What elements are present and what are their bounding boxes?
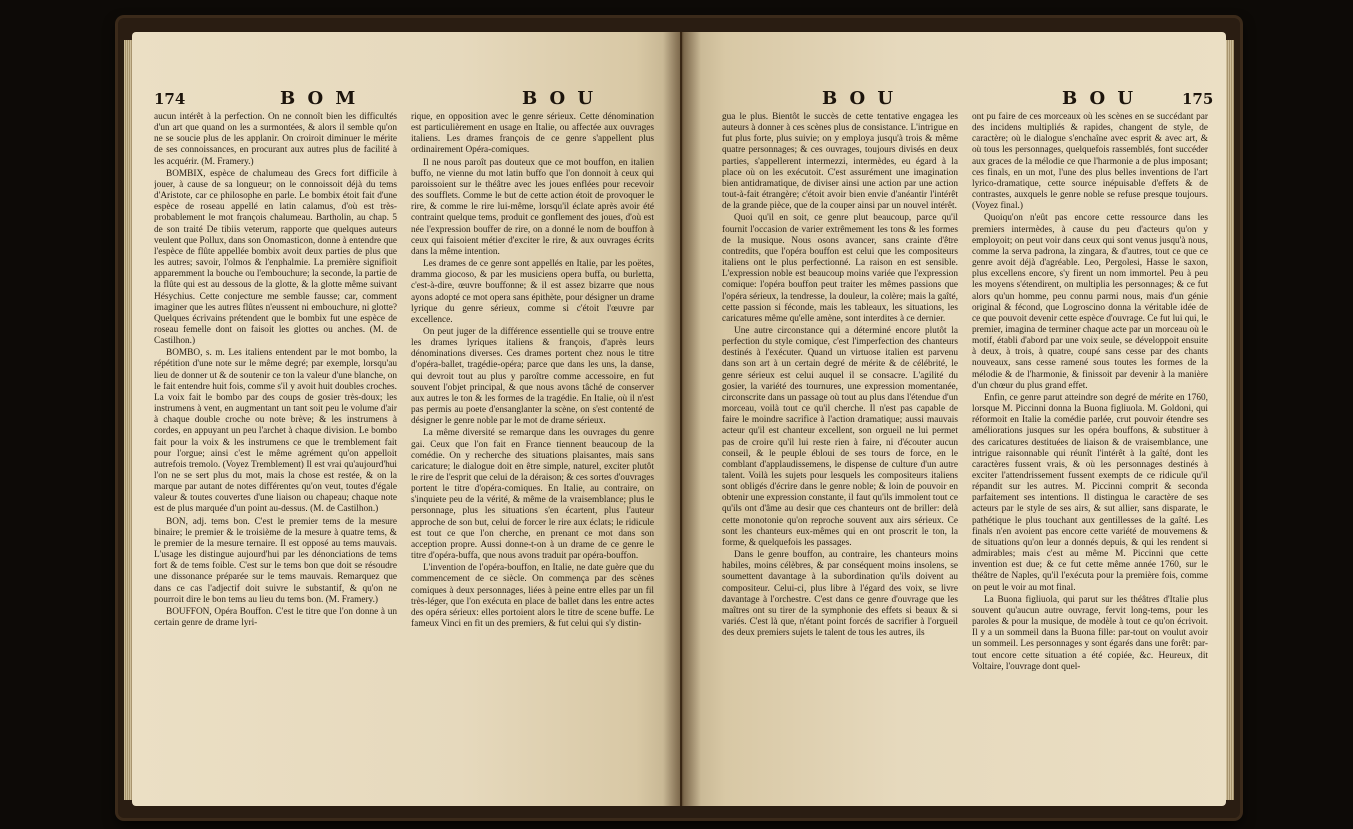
paragraph: La Buona figliuola, qui parut sur les théâtres d'Italie plus souvent qu'aucun autre ouvrage, fervit long-tems, pour les paroles & pour la musique, de modèle à tout ce qu'on écrivoit. Il y a un sommeil dans la Buona fille: par-tout on voulut avoir un sommeil. Les personnages y sont égarés dans une forêt: par-tout encore cette situation a été copiée, &c. Heureux, dit Voltaire, l'ouvrage dont quel-: [972, 594, 1208, 672]
paragraph: aucun intérêt à la perfection. On ne connoît bien les difficultés d'un art que quand on les a surmontées, & alors il semble qu'on ne se soucie plus de les applanir. On croiroit diminuer le mérite de ses connoissances, en procurant aux autres plus de facilité à les acquérir. (M. Framery.): [154, 112, 397, 167]
left-page-header: [132, 88, 680, 110]
running-head: B O U: [522, 88, 597, 109]
left-page-column-1: [154, 112, 397, 776]
paragraph: Quoi qu'il en soit, ce genre plut beaucoup, parce qu'il fournit l'occasion de varier extrêmement les tons & les formes de la musique. Nous osons avancer, sans crainte d'être contredits, que l'opéra bouffon est celui que les compositeurs italiens ont le plus perfectionné. La raison en est sensible. L'expression noble est beaucoup moins variée que l'expression comique: l'opéra bouffon peut traiter les mêmes passions que l'opéra sérieux, la tendresse, la douleur, la colère; mais la gaîté, cette passion si féconde, mais les tableaux, les situations, les caricatures même qu'elle amène, sont interdites à ce dernier.: [722, 213, 958, 324]
paragraph: Les drames de ce genre sont appellés en Italie, par les poëtes, dramma giocoso, & par les musiciens opera buffa, ou burletta, c'est-à-dire, œuvre bouffonne; & il est assez bizarre que nous ayons adopté ce mot opera sans épithète, pour désigner un drame lyrique du genre sérieux, comme si c'étoit l'œuvre par excellence.: [411, 259, 654, 325]
page-edges-right: [1226, 40, 1234, 800]
paragraph: BOMBO, s. m. Les italiens entendent par le mot bombo, la répétition d'une note sur le même degré; par exemple, lorsqu'au lieu de donner ut & de soutenir ce ton la valeur d'une blanche, on le fait entendre huit fois, comme s'il y avoit huit doubles croches. La voix fait le bombo par des coups de gosier très-doux; les instrumens à vent, en augmentant un tant soit peu le volume d'air à chaque double croche ou note brève; & les instrumens à cordes, en appuyant un peu l'archet à chaque division. Le bombo fait pour la voix & les instrumens ce que le tremblement fait pour l'orgue; ainsi c'est le même agrément qu'on appelloit autrefois tremolo. (Voyez Tremblement) Il est vrai qu'aujourd'hui l'on ne se sert plus du mot, mais la chose est restée, & on la marque par autant de notes différentes qu'on veut, toutes d'égale valeur & toutes couvertes d'une liaison ou chapeau; chaque note est de plus marquée d'un point au-dessus. (M. de Castilhon.): [154, 348, 397, 515]
paragraph: Enfin, ce genre parut atteindre son degré de mérite en 1760, lorsque M. Piccinni donna la Buona figliuola. M. Goldoni, qui réformoit en Italie la comédie parlée, crut pouvoir étendre ses améliorations jusques sur les opéra bouffons, & substituer à des caricatures destituées de liaison & de vraisemblance, une intrigue raisonnable qui réunît l'intérêt à la gaîté, dont les caractères fussent vrais, & où les personnages destinés à exciter l'attendrissement fussent exempts de ce ridicule qu'il répandit sur les autres. M. Piccinni comprit & seconda parfaitement ses intentions. Il distingua le caractère de ses acteurs par le style de ses airs, & sut allier, sans disparate, le pathétique le plus touchant aux gentillesses de la gaîté. Les finals n'en avoient pas encore cette variété de mouvemens & de situations qu'on leur a donnés depuis, & qui les rendent si admirables; mais c'est au même M. Piccinni que cette invention est due; & ce fut cette même année 1760, sur le théâtre de Naples, qu'il l'exécuta pour la première fois, comme on peut le voir au mot final.: [972, 392, 1208, 593]
right-page-column-1: [722, 112, 958, 776]
open-book: [118, 18, 1240, 818]
paragraph: On peut juger de la différence essentielle qui se trouve entre les drames lyriques italiens & françois, d'après leurs dénominations diverses. Ces drames portent chez nous le titre d'opéra-ballet, tragédie-opéra; parce que dans les uns, la danse, qui devroit tout au plus y paroître comme accessoire, en fut souvent l'objet principal, & que nous avons tâché de conserver aux autres le ton & les formes de la tragédie. En Italie, où il n'est pas permis au poete d'ensanglanter la scène, on s'est contenté de désigner le genre noble par le mot de drame sérieux.: [411, 326, 654, 427]
page-number: 174: [154, 90, 186, 108]
paragraph: Quoiqu'on n'eût pas encore cette ressource dans les premiers intermèdes, à cause du peu d'acteurs qu'on y employoit; on peut voir dans ceux qui sont venus jusqu'à nous, comme la serva padrona, la zingara, & d'autres, tout ce que ce genre avoit déjà d'agréable. Leo, Pergolesi, Hasse le saxon, plus excellens encore, s'y firent un nom immortel. Peu à peu les moyens s'étendirent, on multiplia les personnages; & ce fut alors qu'un homme, peu connu parmi nous, mais d'un génie original & fécond, que Logroscino donna la véritable idée de ce que pouvoit devenir cette espèce d'ouvrage. Ce fut lui qui, le premier, imagina de terminer chaque acte par un morceau où le motif, établi d'abord par une voix seule, se développoit ensuite à deux, à trois, à quatre, coupé sans cesse par des chants nouveaux, sans cesse ramené sous toutes les formes de la mélodie & de l'harmonie, & finissoit par devenir à la manière d'un chœur du plus grand effet.: [972, 213, 1208, 391]
page-number: 175: [1182, 90, 1214, 108]
paragraph: BOMBIX, espèce de chalumeau des Grecs fort difficile à jouer, à cause de sa longueur; on le connoissoit déjà du tems d'Aristote, car ce philosophe en parle. Le bombix étoit fait d'une espèce de roseau appellé en latin calamus, d'où est très-probablement le mot françois chalumeau. Bartholin, au chap. 5 de son traité De tibiis veterum, rapporte que quelques auteurs veulent que Pollux, dans son Onomasticon, donne à entendre que l'espèce de flûte appellée bombix avoit deux parties de plus que les autres; savoir, l'olmos & l'enphalmie. La première signifioit apparemment la bouche ou l'embouchure; la seconde, la partie de la flûte qui est au dessous de la glotte, & la glotte même suivant Hésychius. Cette conjecture me semble fausse; car, comment imaginer que les autres flûtes n'eussent ni embouchure, ni glotte? Quelques écrivains prétendent que le bombix fut une espèce de roseau femelle dont on faisoit les glottes ou anches. (M. de Castilhon.): [154, 168, 397, 347]
paragraph: BON, adj. tems bon. C'est le premier tems de la mesure binaire; le premier & le troisième de la mesure à quatre tems, & le premier de la mesure ternaire. Il est opposé au tems mauvais. L'usage les distingue aujourd'hui par les dénonciations de tems fort & de tems foible. C'est sur le tems bon que doit se résoudre une dissonance préparée sur le tems mauvais. Remarquez que dans ce cas l'adjectif doit suivre le substantif, & qu'on ne pourroit dire le bon tems au lieu du tems bon. (M. Framery.): [154, 516, 397, 605]
paragraph: ont pu faire de ces morceaux où les scènes en se succédant par des incidens multipliés & rapides, changent de style, de caractère; où le dialogue s'enchaîne avec esprit & avec art, & où tous les personnages, quelquefois rassemblés, font succéder aux graces de la mélodie ce que l'harmonie a de plus imposant; ces finals, en un mot, l'une des plus belles inventions de l'art lyrico-dramatique, cette source inépuisable d'effets & de contrastes, auxquels le genre noble se refuse presque toujours. (Voyez final.): [972, 112, 1208, 212]
paragraph: Il ne nous paroît pas douteux que ce mot bouffon, en italien buffo, ne vienne du mot latin buffo que l'on donnoit à ceux qui paroissoient sur le théâtre avec les joues enflées pour recevoir des soufflets. Comme le but de cette action étoit de provoquer le rire, & comme le rire lui-même, lorsqu'il éclate après avoir été contraint quelque tems, produit ce gonflement des joues, d'où est née l'expression bouffer de rire, on a donné le nom de bouffon à ceux qui faisoient métier d'exciter le rire, & aux ouvrages écrits dans la même intention.: [411, 157, 654, 257]
left-page: [132, 32, 680, 806]
right-page-column-2: [972, 112, 1208, 776]
left-page-column-2: [411, 112, 654, 776]
paragraph: L'invention de l'opéra-bouffon, en Italie, ne date guère que du commencement de ce siècle. On commença par des scènes comiques à deux personnages, liées à peine entre elles par un fil très-léger, que l'on exécuta en place de ballet dans les entre actes des opéra sérieux: elles portoient alors le titre de scene buffe. Le fameux Vinci en fit un des premiers, & fut celui qui s'y distin-: [411, 563, 654, 630]
page-edges-left: [124, 40, 132, 800]
right-page-header: [682, 88, 1226, 110]
paragraph: BOUFFON, Opéra Bouffon. C'est le titre que l'on donne à un certain genre de drame lyri-: [154, 606, 397, 629]
running-head: B O M: [280, 88, 359, 109]
running-head: B O U: [822, 88, 897, 109]
paragraph: La même diversité se remarque dans les ouvrages du genre gai. Ceux que l'on fait en France tiennent beaucoup de la comédie. On y recherche des situations plaisantes, mais sans caricature; le dialogue doit en être simple, naturel, exciter plutôt le rire de l'esprit que celui de la déraison; & ces sortes d'ouvrages portent le titre d'opéra-comiques. En Italie, au contraire, on s'inquiete peu de la vérité, & même de la vraisemblance; plus le personnage, plus les situations s'en écartent, plus l'auteur approche de son but, celui de forcer le rire aux éclats; le ridicule est tout ce que l'on cherche, en prenant ce mot dans son acception propre. Aussi donne-t-on à un drame de ce genre le titre d'opéra-buffa, que nous avons traduit par opéra-bouffon.: [411, 428, 654, 562]
right-page: [682, 32, 1226, 806]
paragraph: gua le plus. Bientôt le succès de cette tentative engagea les auteurs à donner à ces scènes plus de consistance. L'intrigue en fut plus forte, plus suivie; on y employa jusqu'à trois & même quatre personnages; & ces ouvrages, toujours divisés en deux parties, s'appellerent intermezzi, intermèdes, eu égard à la place où on les exécutoit. C'est assurément une imagination bien antidramatique, de diviser ainsi une action par une action tout-à-fait étrangère; c'étoit avoir bien envie d'anéantir l'intérêt de la grande pièce, que de la couper ainsi par un nouvel intérêt.: [722, 112, 958, 212]
running-head: B O U: [1062, 88, 1137, 109]
paragraph: Une autre circonstance qui a déterminé encore plutôt la perfection du style comique, c'est l'imperfection des chanteurs destinés à l'exécuter. Quand un virtuose italien est parvenu dans son art à un certain degré de mérite & de célébrité, le genre sérieux est celui auquel il se consacre. L'agilité du gosier, la variété des tournures, une expression momentanée, circonscrite dans un passage où tout au plus dans l'étendue d'un morceau, voilà tout ce qu'il cherche. Il n'est pas capable de faire le moindre sacrifice à l'action dramatique; aussi mauvais acteur qu'il est chanteur excellent, son orgueil ne lui permet pas de croire qu'il lui reste rien à faire, ni d'écouter aucun conseil, & le peuple ébloui de ses tours de force, en le comblant d'applaudissemens, le dispense de culture d'un autre talent. Voilà les sujets pour lesquels les compositeurs italiens sont obligés d'écrire dans le genre noble; & loin de pouvoir en obtenir une expression constante, il faut qu'ils immolent tout ce qu'ils ont d'âme au desir que ces chanteurs ont de briller: delà cette monotonie qu'on reproche souvent aux airs sérieux. Ce sont les chanteurs eux-mêmes qui en ont proscrit le ton, la forme, & quelquefois les passages.: [722, 325, 958, 548]
paragraph: Dans le genre bouffon, au contraire, les chanteurs moins habiles, moins célèbres, & par conséquent moins insolens, se soumettent davantage à la subordination qu'ils doivent au compositeur. Celui-ci, plus libre à l'égard des voix, se livre davantage à l'orchestre. C'est dans ce genre d'ouvrage que les maîtres ont su tirer de la symphonie des effets si beaux & si variés. C'est là que, n'étant point forcés de sacrifier à l'orgueil des deux premiers sujets le talent de tous les autres, ils: [722, 550, 958, 639]
paragraph: rique, en opposition avec le genre sérieux. Cette dénomination est particulièrement en usage en Italie, ou affectée aux ouvrages italiens. Les drames françois de ce genre s'appellent plus ordinairement Opéra-comiques.: [411, 112, 654, 156]
